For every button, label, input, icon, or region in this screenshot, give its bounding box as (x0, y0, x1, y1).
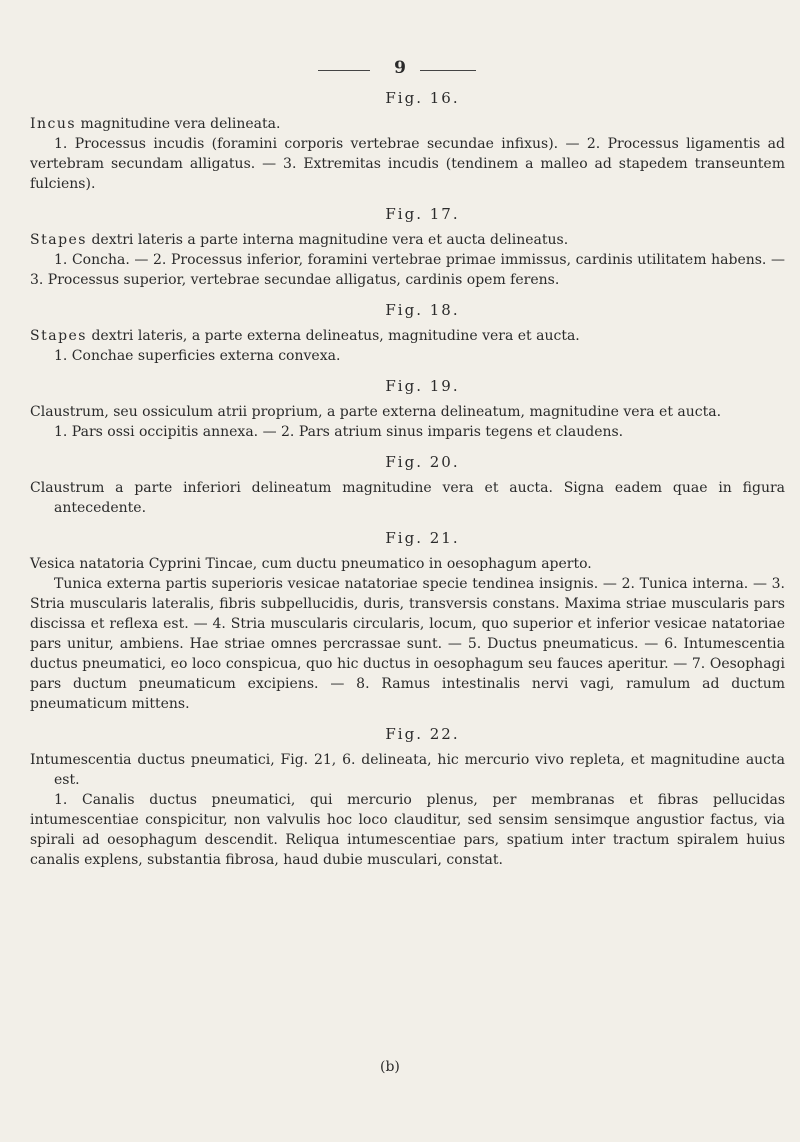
figure-items: 1. Concha. — 2. Processus inferior, foramini vertebrae primae immissus, cardinis utilitatem habens. — 3. Processus superior, vertebrae secundae alligatus, cardinis opem ferens. (30, 252, 785, 288)
figure-title: Incus (30, 116, 77, 132)
figure-caption: Vesica natatoria Cyprini Tincae, cum ductu pneumatico in oesophagum aperto. (30, 556, 592, 572)
signature-mark: (b) (380, 1059, 400, 1075)
body-text (30, 88, 785, 870)
figure-heading: Fig. 21. (385, 529, 460, 547)
figure-caption-text: magnitudine vera delineata. (80, 116, 281, 132)
figure-heading: Fig. 22. (385, 725, 460, 743)
figure-items: 1. Canalis ductus pneumatici, qui mercurio plenus, per membranas et fibras pellucidas intumescentiae conspicitur, non valvulis hoc loco clauditur, sed sensim sensimque angustior factus, via spirali ad oesophagum descendit. Reliqua intumescentiae pars, spatium inter tractum spiralem huius canalis explens, substantia fibrosa, haud dubie musculari, constat. (30, 792, 785, 868)
figure-caption (30, 114, 785, 134)
figure-caption (30, 230, 785, 250)
figure-items: 1. Conchae superficies externa convexa. (54, 348, 341, 364)
figure-caption: Claustrum, seu ossiculum atrii proprium, a parte externa delineatum, magnitudine vera et aucta. (30, 404, 722, 420)
figure-items: 1. Processus incudis (foramini corporis vertebrae secundae infixus). — 2. Processus ligamentis ad vertebram secundam alligatus. — 3. Extremitas incudis (tendinem a malleo ad stapedem transeuntem fulciens). (30, 136, 785, 192)
figure-heading: Fig. 16. (385, 89, 460, 107)
header-rule-left (318, 70, 370, 71)
page-header (0, 58, 800, 82)
page-number: 9 (394, 58, 406, 78)
figure-caption: Intumescentia ductus pneumatici, Fig. 21, 6. delineata, hic mercurio vivo repleta, et magnitudine aucta est. (30, 752, 785, 788)
figure-heading: Fig. 17. (385, 205, 460, 223)
figure-heading: Fig. 18. (385, 301, 460, 319)
header-rule-right (420, 70, 476, 71)
figure-caption-text: dextri lateris, a parte externa delineatus, magnitudine vera et aucta. (91, 328, 580, 344)
figure-heading: Fig. 20. (385, 453, 460, 471)
figure-caption (30, 326, 785, 346)
figure-caption: Claustrum a parte inferiori delineatum magnitudine vera et aucta. Signa eadem quae in figura antecedente. (30, 480, 785, 516)
figure-title: Stapes (30, 232, 87, 248)
figure-caption-text: dextri lateris a parte interna magnitudine vera et aucta delineatus. (91, 232, 569, 248)
figure-title: Stapes (30, 328, 87, 344)
figure-items: 1. Pars ossi occipitis annexa. — 2. Pars atrium sinus imparis tegens et claudens. (54, 424, 624, 440)
figure-heading: Fig. 19. (385, 377, 460, 395)
figure-items: Tunica externa partis superioris vesicae natatoriae specie tendinea insignis. — 2. Tunica interna. — 3. Stria muscularis lateralis, fibris subpellucidis, duris, transversis constans. Maxima striae muscularis pars discissa et reflexa est. — 4. Stria muscularis circularis, locum, quo superior et inferior vesicae natatoriae pars unitur, ambiens. Hae striae omnes percrassae sunt. — 5. Ductus pneumaticus. — 6. Intumescentia ductus pneumatici, eo loco conspicua, quo hic ductus in oesophagum seu fauces aperitur. — 7. Oesophagi pars ductum pneumaticum excipiens. — 8. Ramus intestinalis nervi vagi, ramulum ad ductum pneumaticum mittens. (30, 576, 785, 712)
